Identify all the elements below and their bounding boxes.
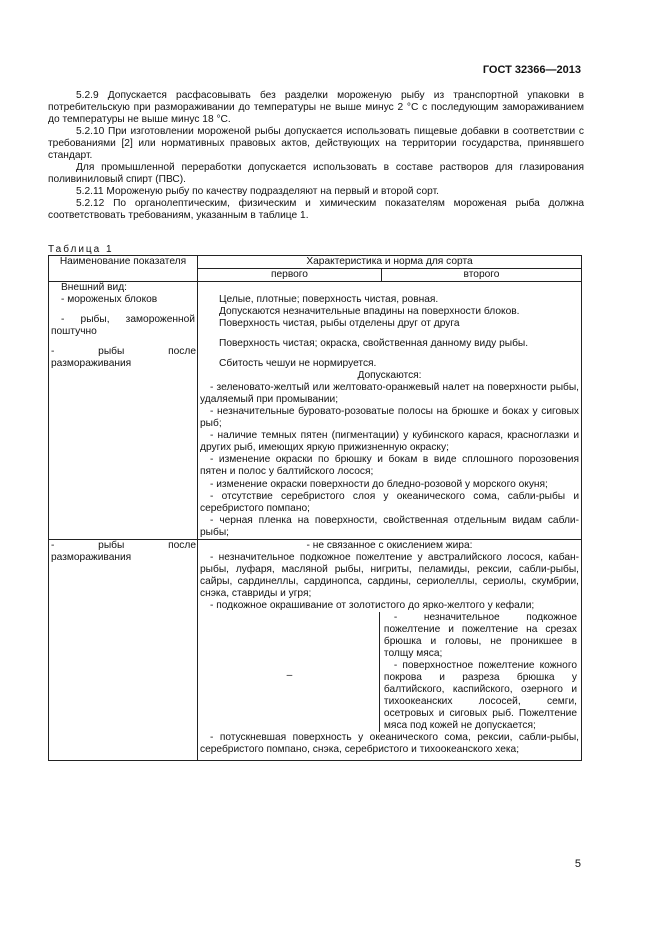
list-item: - незначительное подкожное пожелтение у австралийского лосося, кабан-рыбы, луфаря, масляной рыбы, нигриты, пеламиды, рексии, сабли-рыбы, сайры, сардинеллы, сардинопса, сардины, сериолеллы, сериолы, скумбрии, снэка, ставриды и угря; <box>200 551 580 599</box>
first-grade-dash: – <box>286 669 293 681</box>
grade-split <box>200 612 579 732</box>
paragraph-5-2-11: 5.2.11 Мороженую рыбу по качеству подразделяют на первый и второй сорт. <box>76 186 439 198</box>
row-appearance-values <box>198 282 582 540</box>
list-item: - отсутствие серебристого слоя у океанического сома, сабли-рыбы и серебристого помпано; <box>200 490 580 514</box>
paragraph-5-2-12: 5.2.12 По органолептическим, физическим и химическим показателям мороженая рыба должна соответствовать требованиям, указанным в таблице 1. <box>48 198 584 222</box>
header-second-grade: второго <box>382 269 582 282</box>
document-code: ГОСТ 32366—2013 <box>482 64 581 76</box>
list-item: - незначительные буровато-розоватые полосы на брюшке и боках у сиговых рыб; <box>200 406 580 430</box>
value-blocks: Целые, плотные; поверхность чистая, ровная. <box>219 294 439 306</box>
paragraph-5-2-9: 5.2.9 Допускается расфасовывать без разделки мороженую рыбу из транспортной упаковки в потребительскую при размораживании до температуры не выше минус 2 °С с последующим замораживанием до температуры не выше минус 18 °С. <box>48 90 584 126</box>
list-item: - зеленовато-желтый или желтовато-оранжевый налет на поверхности рыбы, удаляемый при промывании; <box>200 382 580 406</box>
list-item: - подкожное окрашивание от золотистого до ярко-желтого у кефали; <box>210 599 535 611</box>
table-caption: Таблица 1 <box>48 244 114 255</box>
quality-table <box>48 255 582 761</box>
row-thawed-values <box>198 539 582 761</box>
paragraph-pvs: Для промышленной переработки допускается использовать в составе растворов для глазирования поливиниловый спирт (ПВС). <box>48 162 584 186</box>
list-item: - наличие темных пятен (пигментации) у кубинского карася, красноглазки и других рыб, имеющих яркую прижизненную окраску; <box>200 430 580 454</box>
value-thawed: Поверхность чистая; окраска, свойственная данному виду рыбы. <box>219 338 529 350</box>
header-indicator-name: Наименование показателя <box>49 256 198 282</box>
list-item: - изменение окраски поверхности до бледно-розовой у морского окуня; <box>210 478 548 490</box>
header-grade-group: Характеристика и норма для сорта <box>198 256 582 269</box>
header-first-grade: первого <box>198 269 382 282</box>
list-item: - черная пленка на поверхности, свойственная отдельным видам сабли-рыбы; <box>200 514 580 538</box>
value-blocks-dents: Допускаются незначительные впадины на поверхности блоков. <box>219 306 520 318</box>
value-allowed: Допускаются: <box>357 370 422 382</box>
after-thawing-label-2: - рыбы после размораживания <box>51 539 196 563</box>
value-pieces: Поверхность чистая, рыбы отделены друг от друга <box>219 318 460 330</box>
paragraph-5-2-10: 5.2.10 При изготовлении мороженой рыбы допускается использовать пищевые добавки в соответствии с требованиями [2] или нормативных правовых актов, действующих на территории государства, принявшего стандарт. <box>48 126 584 162</box>
body-text <box>48 90 584 222</box>
value-scales: Сбитость чешуи не нормируется. <box>219 358 377 370</box>
after-thawing-label: - рыбы после размораживания <box>51 346 196 370</box>
value-no-oxidation: - не связанное с окислением жира: <box>306 539 473 551</box>
table-row <box>49 539 582 761</box>
page-number: 5 <box>574 858 581 870</box>
appearance-label: Внешний вид: <box>61 282 127 294</box>
second-grade-item: - поверхностное пожелтение кожного покрова и разреза брюшка у балтийского, каспийского, озерного и тихоокеанских лососей, семги, осетровых и сиговых рыб. Пожелтение мяса под кожей не допускается; <box>383 659 578 732</box>
list-item: - потускневшая поверхность у океанического сома, рексии, сабли-рыбы, серебристого помпано, снэка, серебристого и тихоокеанского хека; <box>200 732 580 756</box>
second-grade-item: - незначительное подкожное пожелтение и пожелтение на срезах брюшка и головы, не проникшее в толщу мяса; <box>383 611 578 659</box>
list-item: - изменение окраски по брюшку и бокам в виде сплошного порозовения пятен и полос у балтийского лосося; <box>200 454 580 478</box>
frozen-piece-label: - рыбы, замороженной поштучно <box>51 314 195 338</box>
table-row <box>49 282 582 540</box>
row-appearance-name <box>49 282 198 540</box>
frozen-blocks-label: - мороженых блоков <box>61 294 158 306</box>
row-thawed-name <box>49 539 198 761</box>
